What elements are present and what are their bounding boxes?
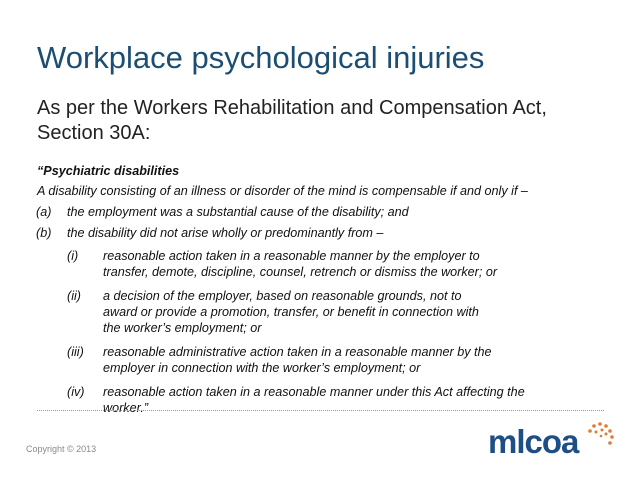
item-text: the disability did not arise wholly or predominantly from – bbox=[67, 226, 384, 240]
subitem-text: employer in connection with the worker’s employment; or bbox=[103, 361, 421, 375]
subitem-text: reasonable action taken in a reasonable manner under this Act affecting the bbox=[103, 385, 525, 399]
subitem-text: reasonable administrative action taken in a reasonable manner by the bbox=[103, 345, 492, 359]
item-label: (a) bbox=[36, 205, 52, 219]
section-heading: “Psychiatric disabilities bbox=[37, 164, 180, 178]
item-text: the employment was a substantial cause of the disability; and bbox=[67, 205, 409, 219]
copyright-notice: Copyright © 2013 bbox=[26, 444, 97, 454]
subtitle-line-2: Section 30A: bbox=[37, 122, 151, 144]
subitem-label: (iv) bbox=[67, 385, 85, 399]
subitem-label: (ii) bbox=[67, 289, 81, 303]
subitem-label: (iii) bbox=[67, 345, 84, 359]
subitem-text: reasonable action taken in a reasonable manner by the employer to bbox=[103, 249, 480, 263]
subitem-text: worker.” bbox=[103, 401, 149, 415]
slide-title: Workplace psychological injuries bbox=[37, 40, 485, 75]
footer-divider bbox=[37, 410, 604, 411]
subitem-text: transfer, demote, discipline, counsel, retrench or dismiss the worker; or bbox=[103, 265, 498, 279]
subtitle-line-1: As per the Workers Rehabilitation and Compensation Act, bbox=[37, 97, 547, 119]
subitem-text: award or provide a promotion, transfer, or benefit in connection with bbox=[103, 305, 479, 319]
starburst-dots-icon bbox=[588, 422, 614, 445]
item-label: (b) bbox=[36, 226, 52, 240]
mlcoa-logo bbox=[488, 420, 618, 464]
subitem-label: (i) bbox=[67, 249, 79, 263]
section-intro: A disability consisting of an illness or disorder of the mind is compensable if and only if – bbox=[37, 184, 528, 198]
subitem-text: the worker’s employment; or bbox=[103, 321, 262, 335]
logo-wordmark: mlcoa bbox=[488, 423, 579, 460]
subitem-text: a decision of the employer, based on reasonable grounds, not to bbox=[103, 289, 462, 303]
slide-subtitle bbox=[37, 96, 547, 146]
